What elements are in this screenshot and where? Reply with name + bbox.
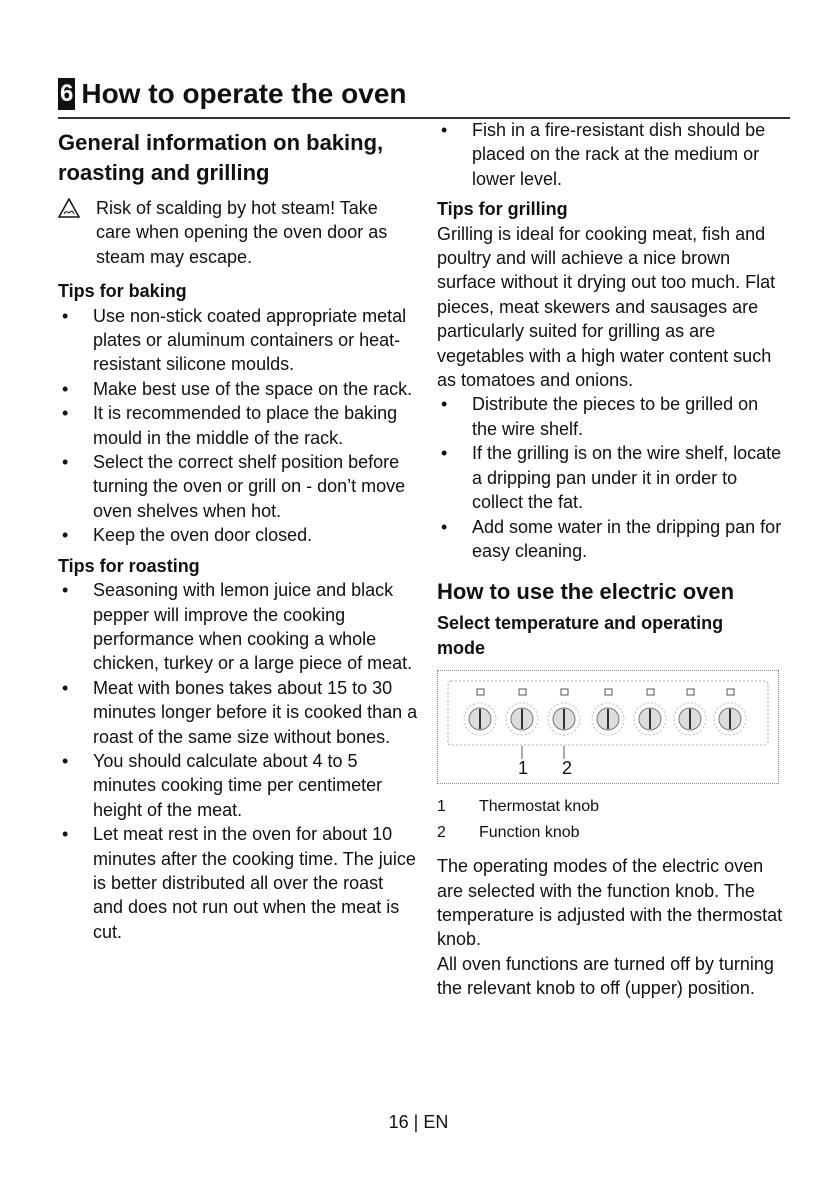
callout-2: 2: [562, 758, 573, 779]
callout-1: 1: [518, 758, 529, 779]
bullet-item: • Let meat rest in the oven for about 10 minutes after the cooking time. The juice is better distributed all over the roast and does not run out when the meat is cut.: [58, 822, 418, 944]
bullet-item: • Seasoning with lemon juice and black pepper will improve the cooking performance when cooking a whole chicken, turkey or a large piece of meat.: [58, 578, 418, 676]
bullet-item: • Use non-stick coated appropriate metal plates or aluminum containers or heat-resistant silicone moulds.: [58, 304, 418, 377]
right-column: [437, 118, 787, 1001]
section-heading: General information on baking, roasting and grilling: [58, 130, 384, 185]
bullet-item: • Keep the oven door closed.: [58, 523, 418, 547]
warning: [58, 196, 418, 269]
paragraph: The operating modes of the electric oven are selected with the function knob. The temperature is adjusted with the thermostat knob.: [437, 856, 783, 950]
chapter-title: [58, 76, 407, 112]
legend-item: [437, 794, 787, 820]
roasting-title: Tips for roasting: [58, 555, 200, 576]
warning-icon: [58, 196, 96, 269]
knob-icon: [592, 689, 624, 735]
legend-label: Thermostat knob: [479, 798, 600, 816]
page-number: 16 | EN: [388, 1112, 449, 1132]
bullet-item: • Meat with bones takes about 15 to 30 minutes longer before it is cooked than a roast of the same size without bones.: [58, 676, 418, 749]
baking-title: Tips for baking: [58, 281, 187, 302]
knob-icon: [548, 689, 580, 735]
chapter-title-text: How to operate the oven: [81, 78, 407, 109]
bullet-item: • Select the correct shelf position before turning the oven or grill on - don’t move oven shelves when hot.: [58, 450, 418, 523]
bullet-item: • It is recommended to place the baking mould in the middle of the rack.: [58, 401, 418, 450]
bullet-item: • Distribute the pieces to be grilled on the wire shelf.: [437, 392, 787, 441]
knob-icon: [714, 689, 746, 735]
chapter-number: 6: [58, 78, 75, 110]
legend-number: 2: [437, 824, 446, 842]
grilling-text: Grilling is ideal for cooking meat, fish and poultry and will achieve a nice brown surface without it drying out too much. Flat pieces, meat skewers and sausages are particularly suited for grilling as are vegetables with a high water content such as tomatoes and onions.: [437, 223, 776, 391]
left-column: [58, 128, 418, 944]
knob-icon: [464, 689, 496, 735]
legend-number: 1: [437, 798, 446, 816]
grilling-title: Tips for grilling: [437, 199, 568, 220]
legend-item: [437, 820, 787, 846]
subheading: Select temperature and operating mode: [437, 613, 724, 658]
control-panel-diagram: [437, 670, 779, 784]
bullet-item: • Fish in a fire-resistant dish should be placed on the rack at the medium or lower level.: [437, 118, 787, 191]
bullet-item: • You should calculate about 4 to 5 minutes cooking time per centimeter height of the meat.: [58, 749, 418, 822]
knob-icon: [506, 689, 538, 735]
warning-text: Risk of scalding by hot steam! Take care when opening the oven door as steam may escape.: [96, 198, 388, 267]
knob-icon: [634, 689, 666, 735]
legend-label: Function knob: [479, 824, 580, 842]
knob-icon: [674, 689, 706, 735]
bullet-item: • Add some water in the dripping pan for easy cleaning.: [437, 515, 787, 564]
bullet-item: • If the grilling is on the wire shelf, locate a dripping pan under it in order to collect the fat.: [437, 441, 787, 514]
bullet-item: • Make best use of the space on the rack.: [58, 377, 418, 401]
section-heading-electric: How to use the electric oven: [437, 579, 735, 605]
paragraph: All oven functions are turned off by turning the relevant knob to off (upper) position.: [437, 953, 774, 999]
